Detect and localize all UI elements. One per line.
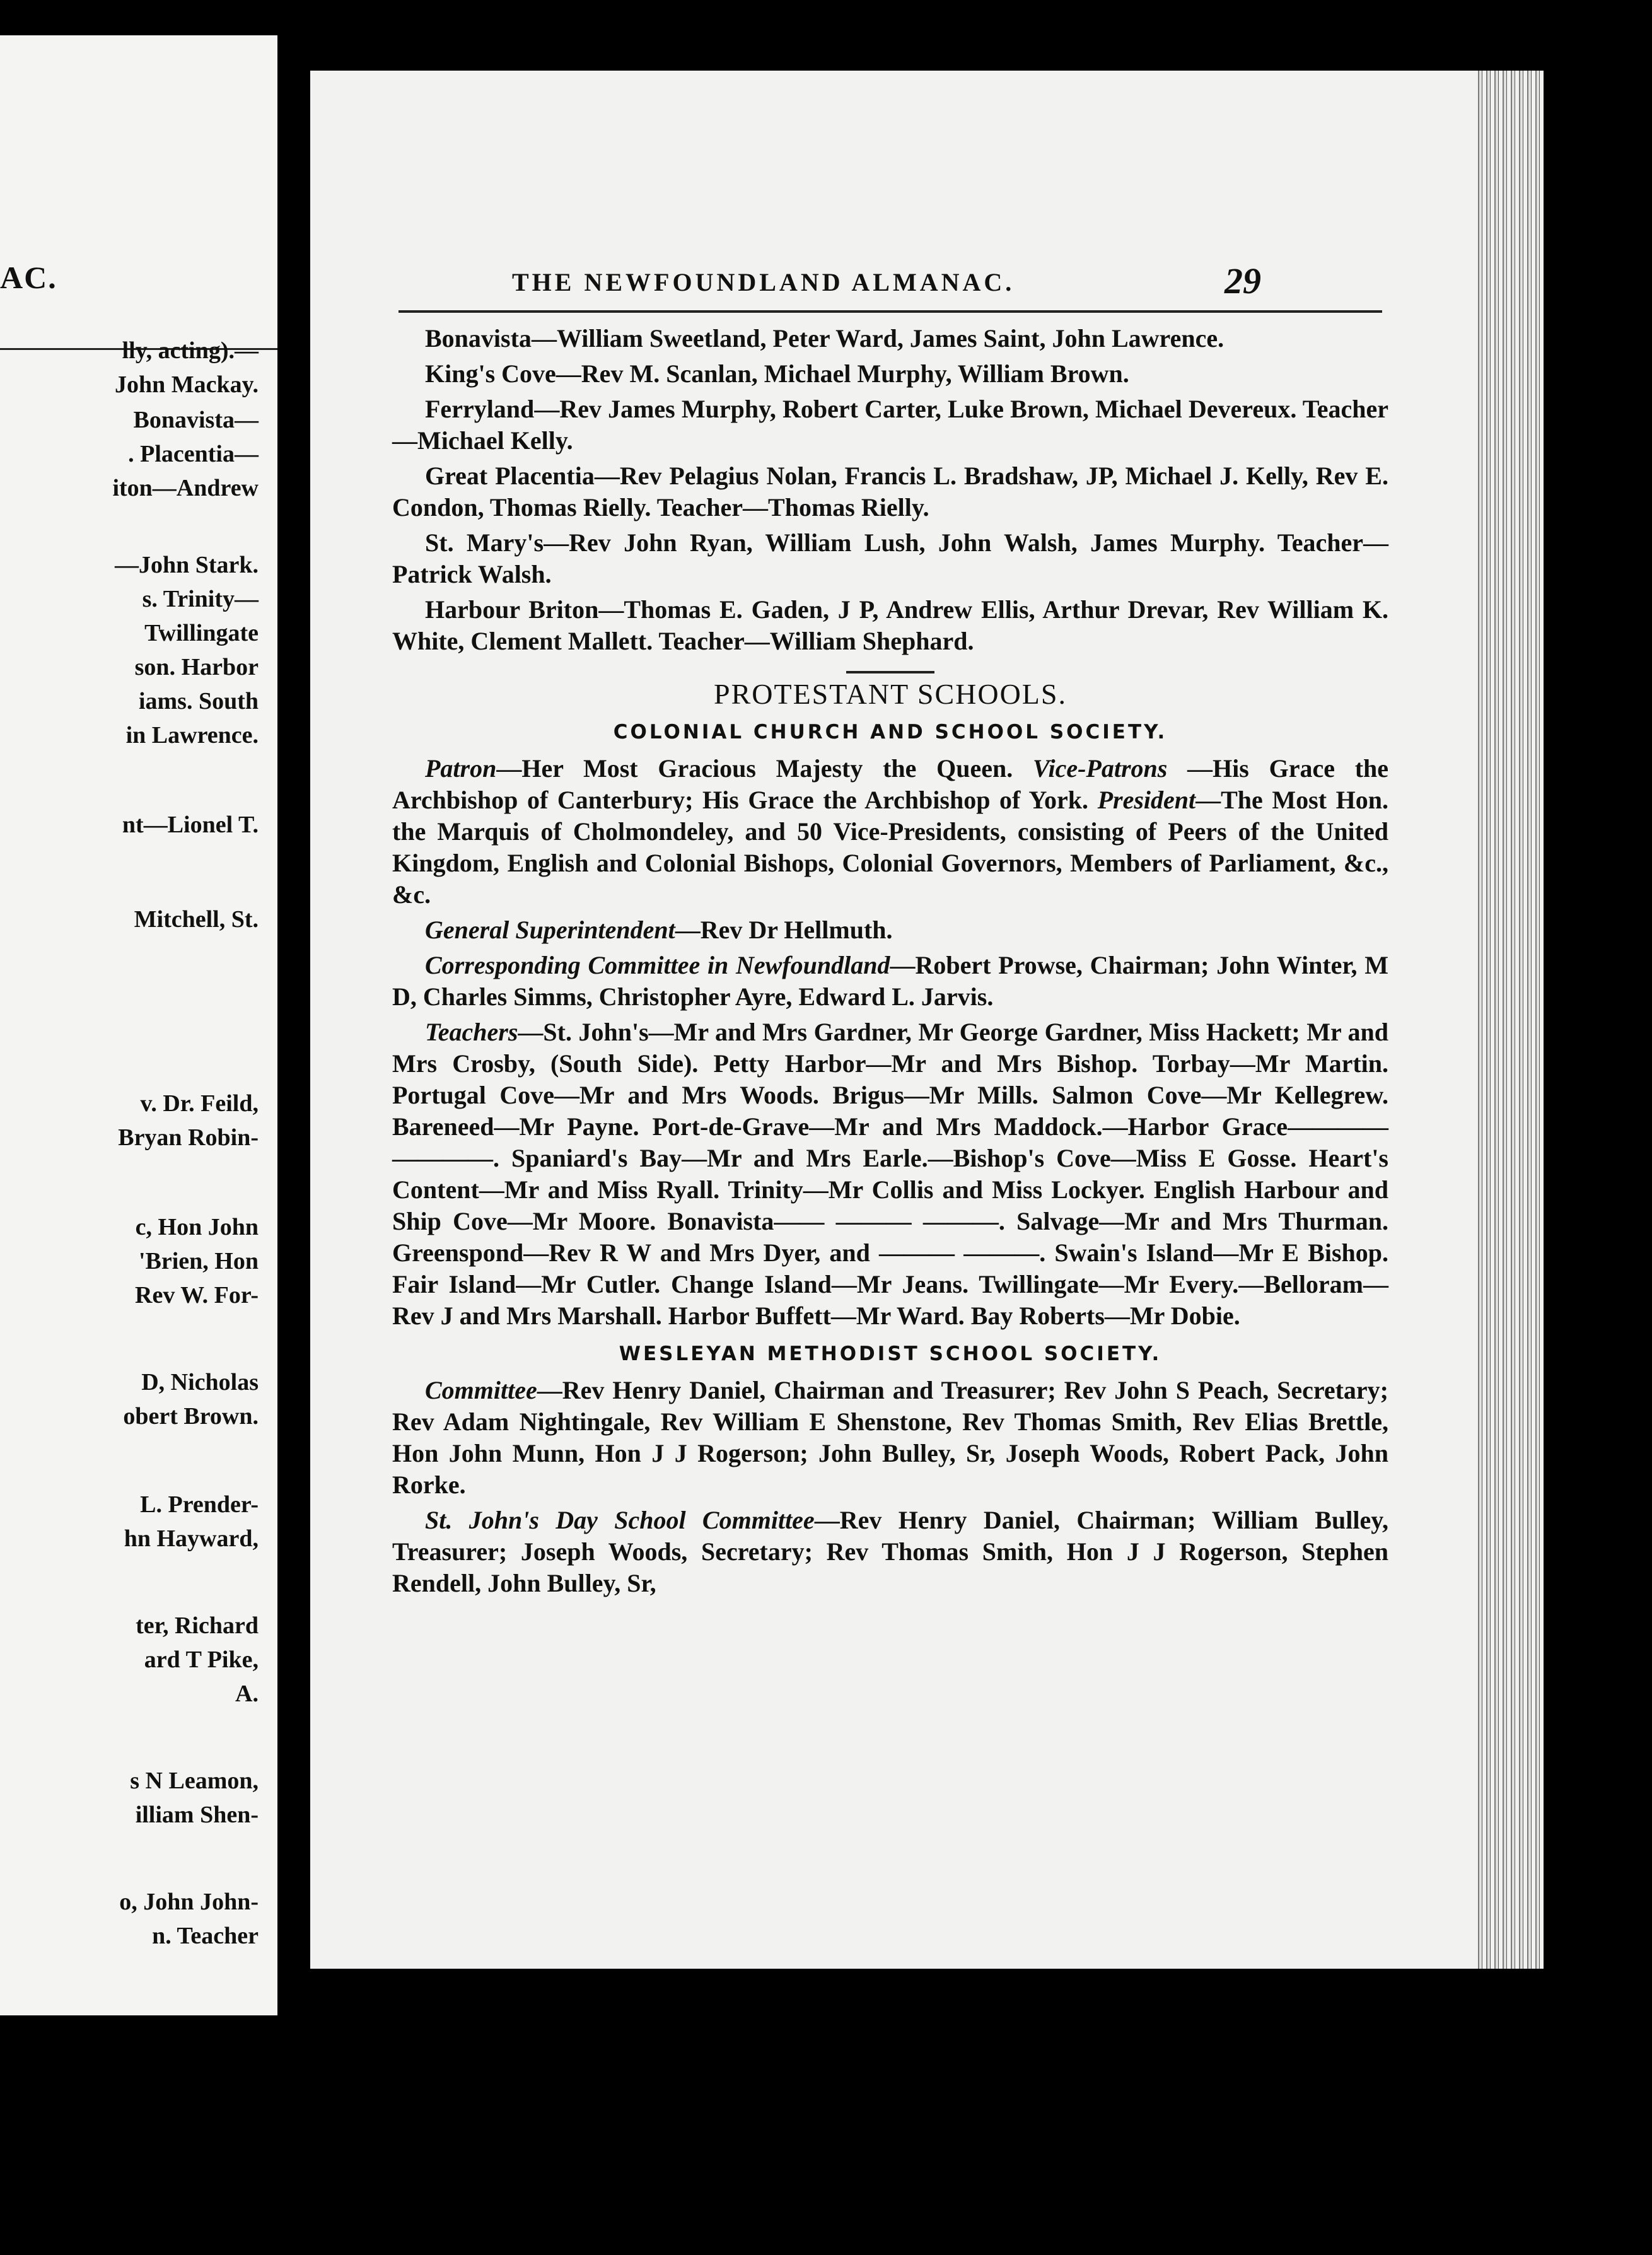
- running-head: THE NEWFOUNDLAND ALMANAC.: [512, 268, 1015, 296]
- president-label: President: [1097, 786, 1196, 814]
- left-line: John Mackay.: [114, 371, 259, 398]
- board-entry: King's Cove—Rev M. Scanlan, Michael Murphy, William Brown.: [425, 359, 1129, 388]
- board-place: Harbour Briton: [425, 595, 599, 624]
- page-number: 29: [1224, 260, 1261, 301]
- wesleyan-committee-label: Committee: [425, 1376, 537, 1404]
- board-entry: Great Placentia—Rev Pelagius Nolan, Francis L. Bradshaw, JP, Michael J. Kelly, Rev E. Condon, Thomas Rielly. Teacher—Thomas Rielly.: [392, 462, 1388, 522]
- patron-text: Her Most Gracious Majesty the Queen.: [521, 754, 1013, 783]
- left-line: v. Dr. Feild,: [140, 1090, 259, 1117]
- vice-patrons-text: His Grace the Archbishop of Canterbury; His Grace the Archbishop of York.: [392, 754, 1389, 814]
- wesleyan-committee-text: Rev Henry Daniel, Chairman and Treasurer; Rev John S Peach, Secretary; Rev Adam Nightingale, Rev William E Shenstone, Rev Thomas Smith, Rev Elias Brettle, Hon John Munn, Hon J J Rogerson; John Bulley, Sr, Joseph Woods, Robert Pack, John Rorke.: [392, 1376, 1388, 1499]
- left-page-header-fragment: AC.: [0, 260, 57, 295]
- teachers-label: Teachers: [425, 1018, 518, 1046]
- day-school-text: Rev Henry Daniel, Chairman; William Bulley, Treasurer; Joseph Woods, Secretary; Rev Thomas Smith, Hon J J Rogerson, Stephen Rendell, John Bulley, Sr,: [392, 1506, 1388, 1597]
- board-place: King's Cove: [425, 359, 556, 388]
- board-place: Bonavista: [425, 324, 532, 353]
- committee-paragraph: Corresponding Committee in Newfoundland—Robert Prowse, Chairman; John Winter, M D, Charles Simms, Christopher Ayre, Edward L. Jarvis.: [392, 951, 1388, 1011]
- board-members: Rev M. Scanlan, Michael Murphy, William Brown.: [581, 359, 1129, 388]
- teachers-paragraph: Teachers—St. John's—Mr and Mrs Gardner, Mr George Gardner, Miss Hackett; Mr and Mrs Crosby, (South Side). Petty Harbor—Mr and Mrs Bishop. Torbay—Mr Martin. Portugal Cove—Mr and Mrs Woods. Brigus—Mr Mills. Salmon Cove—Mr Kellegrew. Bareneed—Mr Payne. Port-de-Grave—Mr and Mrs Maddock.—Harbor Grace———— ————. Spaniard's Bay—Mr and Mrs Earle.—Bishop's Cove—Miss E Gosse. Heart's Content—Mr and Miss Ryall. Trinity—Mr Collis and Miss Lockyer. English Harbour and Ship Cove—Mr Moore. Bonavista—— ——— ———. Salvage—Mr and Mrs Thurman. Greenspond—Rev R W and Mrs Dyer, and ——— ———. Swain's Island—Mr E Bishop. Fair Island—Mr Cutler. Change Island—Mr Jeans. Twillingate—Mr Every.—Belloram—Rev J and Mrs Marshall. Harbor Buffett—Mr Ward. Bay Roberts—Mr Dobie.: [392, 1018, 1388, 1330]
- left-line: L. Prender-: [140, 1491, 259, 1518]
- left-line: hn Hayward,: [124, 1525, 259, 1552]
- patrons-paragraph: Patron—Her Most Gracious Majesty the Queen. Vice-Patrons —His Grace the Archbishop of Canterbury; His Grace the Archbishop of York. President—The Most Hon. the Marquis of Cholmondeley, and 50 Vice-Presidents, consisting of Peers of the United Kingdom, English and Colonial Bishops, Colonial Governors, Members of Parliament, &c., &c.: [392, 754, 1389, 909]
- left-line: iams. South: [138, 688, 259, 714]
- left-line: s. Trinity—: [142, 586, 259, 612]
- board-entry: Ferryland—Rev James Murphy, Robert Carter, Luke Brown, Michael Devereux. Teacher—Michael Kelly.: [392, 395, 1388, 455]
- wesleyan-committee-paragraph: Committee—Rev Henry Daniel, Chairman and Treasurer; Rev John S Peach, Secretary; Rev Adam Nightingale, Rev William E Shenstone, Rev Thomas Smith, Rev Elias Brettle, Hon John Munn, Hon J J Rogerson; John Bulley, Sr, Joseph Woods, Robert Pack, John Rorke.: [392, 1376, 1388, 1499]
- left-line: Twillingate: [144, 620, 259, 646]
- board-members: Rev Pelagius Nolan, Francis L. Bradshaw, JP, Michael J. Kelly, Rev E. Condon, Thomas Rielly. Teacher—Thomas Rielly.: [392, 462, 1388, 522]
- header-rule: [398, 310, 1382, 313]
- left-line: lly, acting).—: [122, 337, 259, 364]
- board-place: St. Mary's: [425, 528, 544, 557]
- left-line: . Placentia—: [128, 441, 259, 467]
- teachers-text: St. John's—Mr and Mrs Gardner, Mr George Gardner, Miss Hackett; Mr and Mrs Crosby, (South Side). Petty Harbor—Mr and Mrs Bishop. Torbay—Mr Martin. Portugal Cove—Mr and Mrs Woods. Brigus—Mr Mills. Salmon Cove—Mr Kellegrew. Bareneed—Mr Payne. Port-de-Grave—Mr and Mrs Maddock.—Harbor Grace———— ————. Spaniard's Bay—Mr and Mrs Earle.—Bishop's Cove—Miss E Gosse. Heart's Content—Mr and Miss Ryall. Trinity—Mr Collis and Miss Lockyer. English Harbour and Ship Cove—Mr Moore. Bonavista—— ——— ———. Salvage—Mr and Mrs Thurman. Greenspond—Rev R W and Mrs Dyer, and ——— ———. Swain's Island—Mr E Bishop. Fair Island—Mr Cutler. Change Island—Mr Jeans. Twillingate—Mr Every.—Belloram—Rev J and Mrs Marshall. Harbor Buffett—Mr Ward. Bay Roberts—Mr Dobie.: [392, 1018, 1388, 1330]
- left-line: iton—Andrew: [112, 475, 259, 501]
- superintendent-text: Rev Dr Hellmuth.: [700, 916, 893, 944]
- board-entry: St. Mary's—Rev John Ryan, William Lush, John Walsh, James Murphy. Teacher—Patrick Walsh.: [392, 528, 1388, 588]
- body-text: [392, 323, 1388, 1603]
- left-line: ard T Pike,: [144, 1646, 259, 1673]
- left-line: nt—Lionel T.: [122, 812, 259, 838]
- board-members: William Sweetland, Peter Ward, James Saint, John Lawrence.: [556, 324, 1224, 353]
- left-line: in Lawrence.: [125, 722, 259, 749]
- subsection-title: WESLEYAN METHODIST SCHOOL SOCIETY.: [619, 1343, 1162, 1365]
- left-line: son. Harbor: [134, 654, 259, 680]
- left-line: s N Leamon,: [130, 1768, 259, 1794]
- left-line: D, Nicholas: [141, 1369, 259, 1396]
- day-school-label: St. John's Day School Committee: [425, 1506, 815, 1534]
- committee-text: Robert Prowse, Chairman; John Winter, M D, Charles Simms, Christopher Ayre, Edward L. Jarvis.: [392, 951, 1388, 1011]
- page-edges: [1474, 71, 1544, 1969]
- left-line: illiam Shen-: [135, 1802, 259, 1828]
- left-line: obert Brown.: [123, 1403, 259, 1430]
- board-place: Ferryland: [425, 395, 535, 423]
- left-page: [0, 35, 277, 2015]
- subsection-title: COLONIAL CHURCH AND SCHOOL SOCIETY.: [613, 721, 1168, 743]
- left-line: ter, Richard: [136, 1612, 259, 1639]
- vice-patrons-label: Vice-Patrons: [1032, 754, 1168, 783]
- left-line: Mitchell, St.: [134, 906, 259, 933]
- board-members: Rev John Ryan, William Lush, John Walsh, James Murphy. Teacher—Patrick Walsh.: [392, 528, 1388, 588]
- left-line: Rev W. For-: [135, 1282, 259, 1308]
- board-place: Great Placentia: [425, 462, 595, 490]
- left-line: Bonavista—: [133, 407, 259, 433]
- section-divider: [846, 671, 934, 673]
- superintendent-label: General Superintendent: [425, 916, 675, 944]
- left-line: o, John John-: [119, 1889, 259, 1915]
- patron-label: Patron: [425, 754, 497, 783]
- left-line: —John Stark.: [114, 552, 259, 578]
- left-line: 'Brien, Hon: [138, 1248, 259, 1274]
- left-line: A.: [235, 1681, 259, 1707]
- president-text: The Most Hon. the Marquis of Cholmondeley, and 50 Vice-Presidents, consisting of Peers of the United Kingdom, English and Colonial Bishops, Colonial Governors, Members of Parliament, &c., &c.: [392, 786, 1389, 909]
- left-line: c, Hon John: [135, 1214, 259, 1240]
- left-line: Bryan Robin-: [118, 1124, 259, 1151]
- right-page: [310, 71, 1544, 1969]
- board-entry: Bonavista—William Sweetland, Peter Ward, James Saint, John Lawrence.: [425, 324, 1224, 353]
- board-members: Rev James Murphy, Robert Carter, Luke Brown, Michael Devereux. Teacher—Michael Kelly.: [392, 395, 1388, 455]
- left-line: n. Teacher: [152, 1923, 259, 1949]
- superintendent-paragraph: General Superintendent—Rev Dr Hellmuth.: [425, 916, 893, 944]
- board-members: Thomas E. Gaden, J P, Andrew Ellis, Arthur Drevar, Rev William K. White, Clement Mallett. Teacher—William Shephard.: [392, 595, 1388, 655]
- day-school-paragraph: St. John's Day School Committee—Rev Henry Daniel, Chairman; William Bulley, Treasurer; Joseph Woods, Secretary; Rev Thomas Smith, Hon J J Rogerson, Stephen Rendell, John Bulley, Sr,: [392, 1506, 1388, 1597]
- board-entry: Harbour Briton—Thomas E. Gaden, J P, Andrew Ellis, Arthur Drevar, Rev William K. White, Clement Mallett. Teacher—William Shephard.: [392, 595, 1388, 655]
- section-title: PROTESTANT SCHOOLS.: [714, 678, 1067, 710]
- committee-label: Corresponding Committee in Newfoundland: [425, 951, 890, 979]
